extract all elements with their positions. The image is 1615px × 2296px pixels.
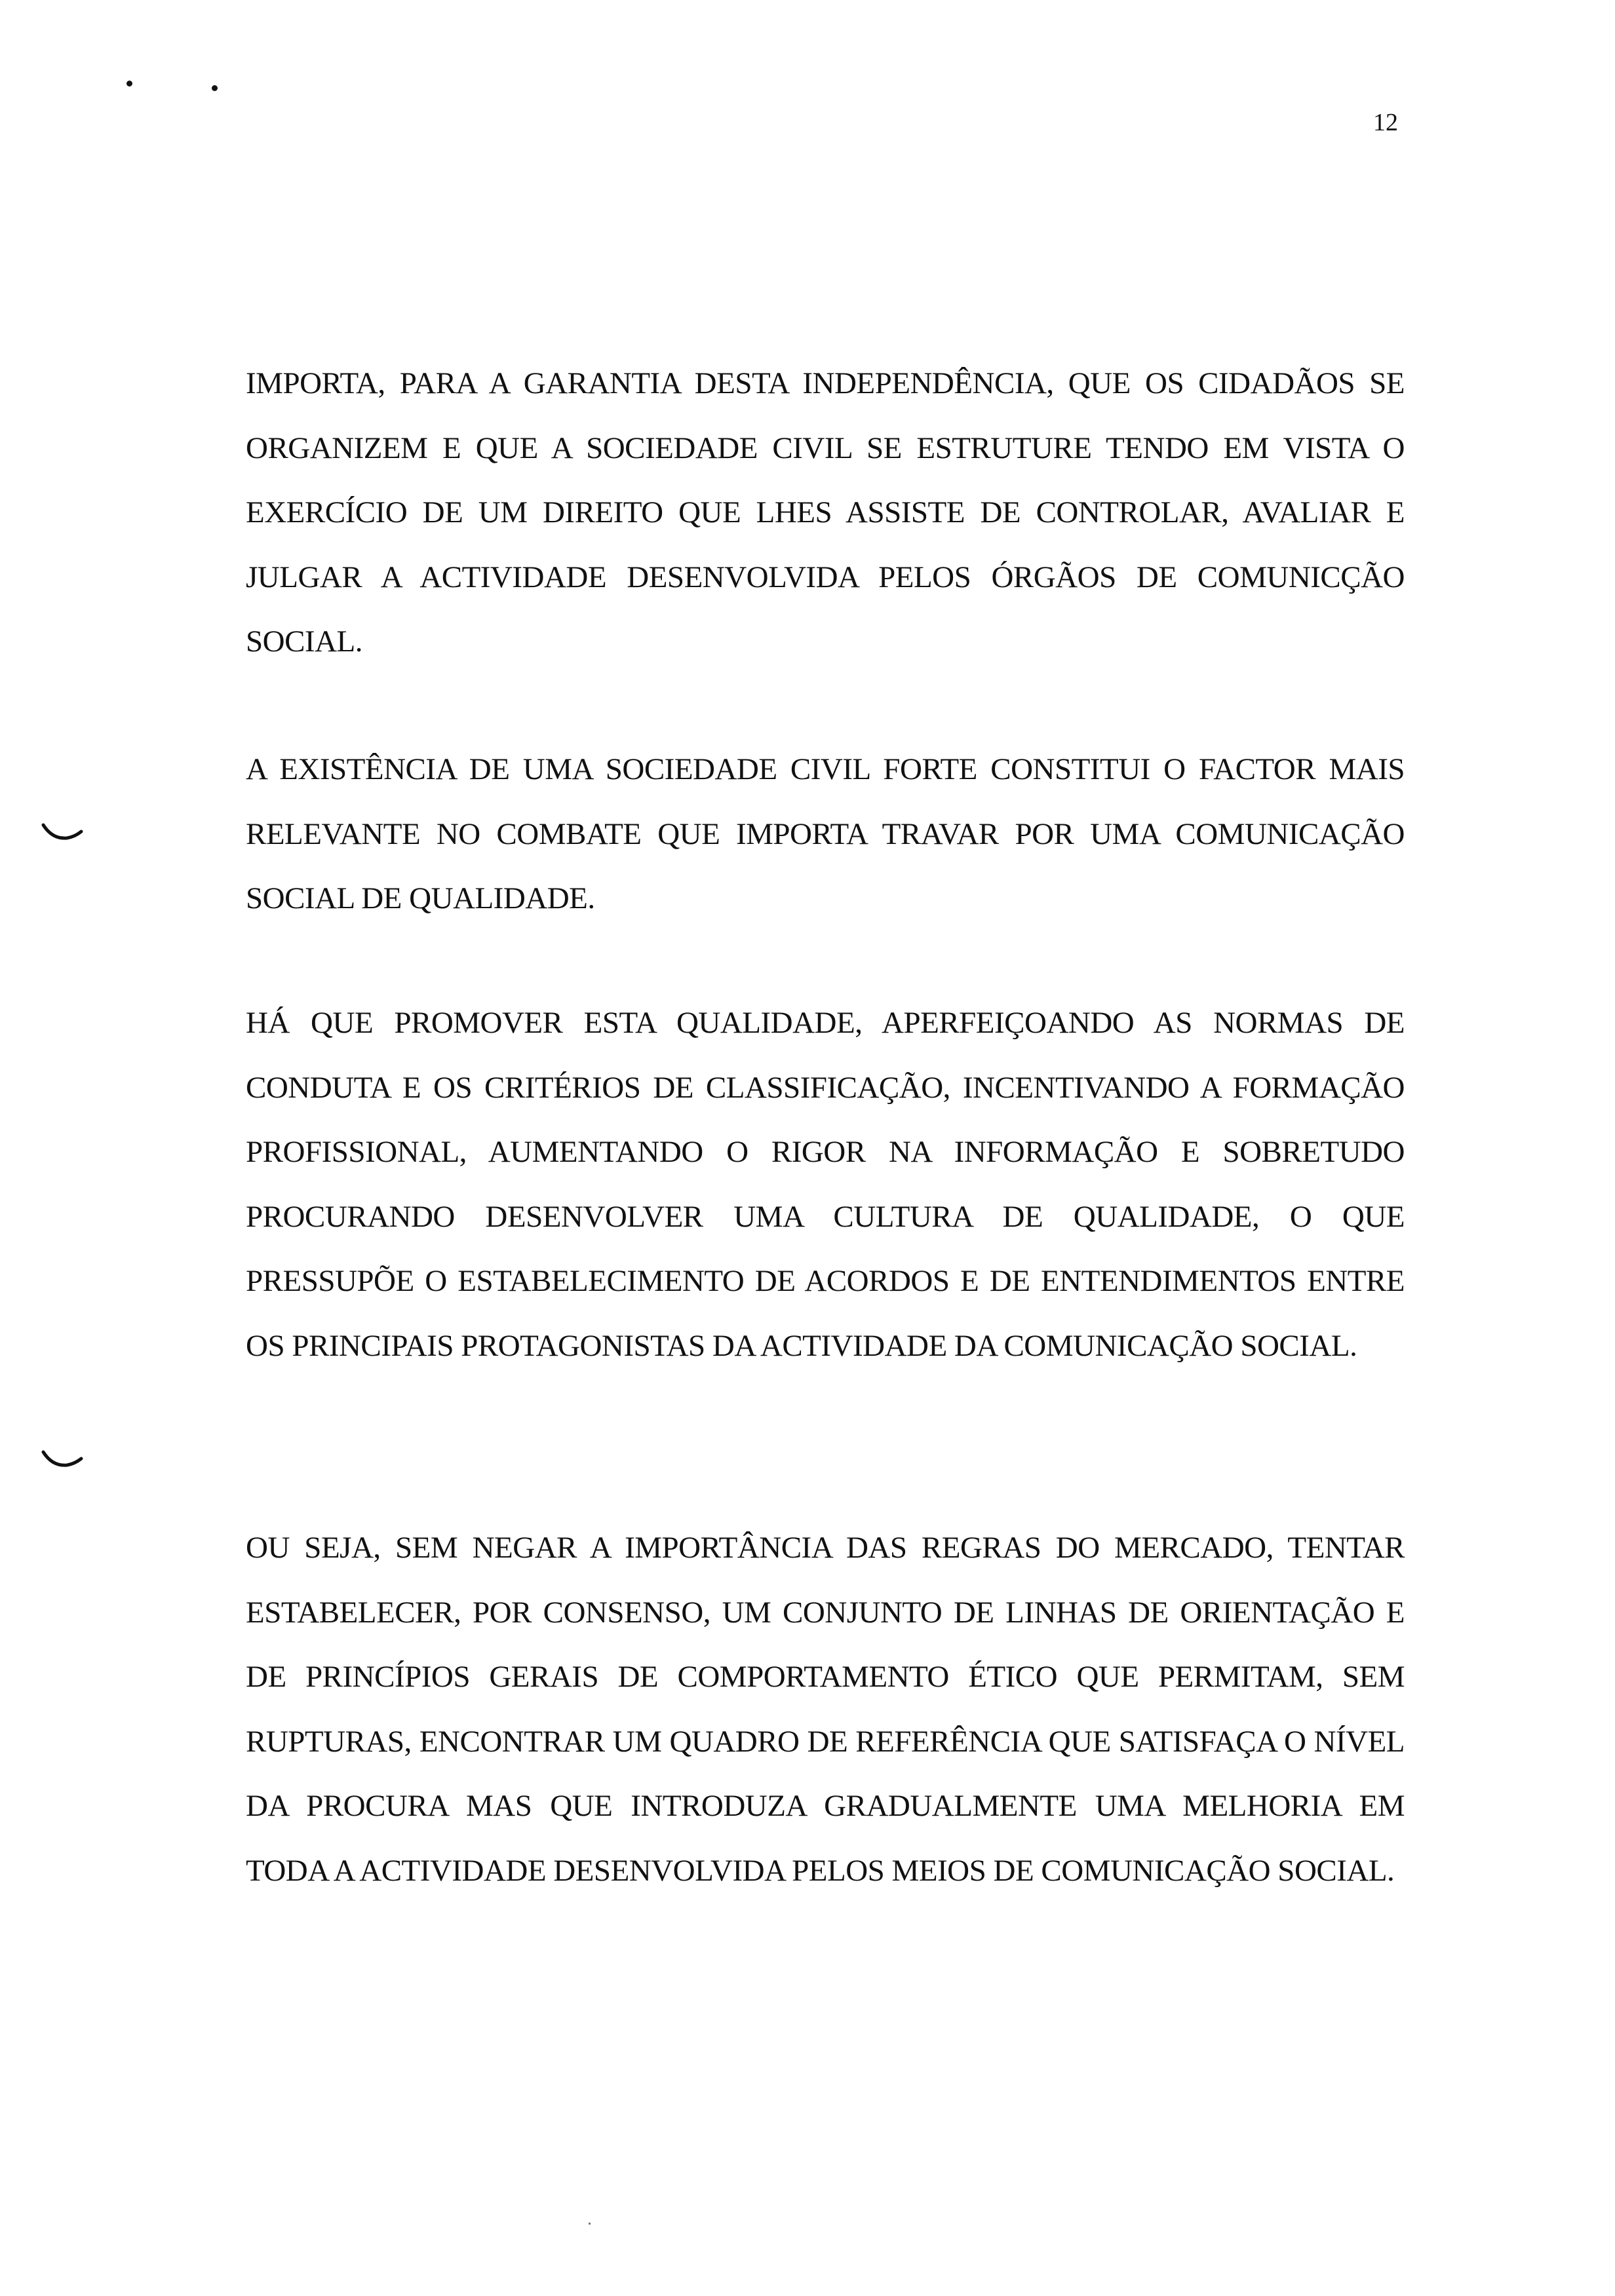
paragraph-promote-quality: HÁ QUE PROMOVER ESTA QUALIDADE, APERFEIÇOANDO AS NORMAS DE CONDUTA E OS CRITÉRIOS DE CLASSIFICAÇÃO, INCENTIVANDO A FORMAÇÃO PROFISSIONAL, AUMENTANDO O RIGOR NA INFORMAÇÃO E SOBRETUDO PROCURANDO DESENVOLVER UMA CULTURA DE QUALIDADE, O QUE PRESSUPÕE O ESTABELECIMENTO DE ACORDOS E DE ENTENDIMENTOS ENTRE OS PRINCIPAIS PROTAGONISTAS DA ACTIVIDADE DA COMUNICAÇÃO SOCIAL.: [246, 1006, 1405, 1363]
scan-dot: [126, 81, 132, 86]
scan-dot: [212, 85, 218, 91]
margin-check-mark-icon: [41, 822, 84, 842]
paragraph-market-rules: OU SEJA, SEM NEGAR A IMPORTÂNCIA DAS REGRAS DO MERCADO, TENTAR ESTABELECER, POR CONSENSO, UM CONJUNTO DE LINHAS DE ORIENTAÇÃO E DE PRINCÍPIOS GERAIS DE COMPORTAMENTO ÉTICO QUE PERMITAM, SEM RUPTURAS, ENCONTRAR UM QUADRO DE REFERÊNCIA QUE SATISFAÇA O NÍVEL DA PROCURA MAS QUE INTRODUZA GRADUALMENTE UMA MELHORIA EM TODA A ACTIVIDADE DESENVOLVIDA PELOS MEIOS DE COMUNICAÇÃO SOCIAL.: [246, 1531, 1405, 1888]
scan-speck: [589, 2223, 591, 2225]
page-number: 12: [1373, 109, 1398, 136]
paragraph-independence: IMPORTA, PARA A GARANTIA DESTA INDEPENDÊNCIA, QUE OS CIDADÃOS SE ORGANIZEM E QUE A SOCIEDADE CIVIL SE ESTRUTURE TENDO EM VISTA O EXERCÍCIO DE UM DIREITO QUE LHES ASSISTE DE CONTROLAR, AVALIAR E JULGAR A ACTIVIDADE DESENVOLVIDA PELOS ÓRGÃOS DE COMUNICÇÃO SOCIAL.: [246, 366, 1405, 659]
paragraph-civil-society: A EXISTÊNCIA DE UMA SOCIEDADE CIVIL FORTE CONSTITUI O FACTOR MAIS RELEVANTE NO COMBATE QUE IMPORTA TRAVAR POR UMA COMUNICAÇÃO SOCIAL DE QUALIDADE.: [246, 752, 1405, 915]
margin-check-mark-icon: [41, 1449, 84, 1469]
